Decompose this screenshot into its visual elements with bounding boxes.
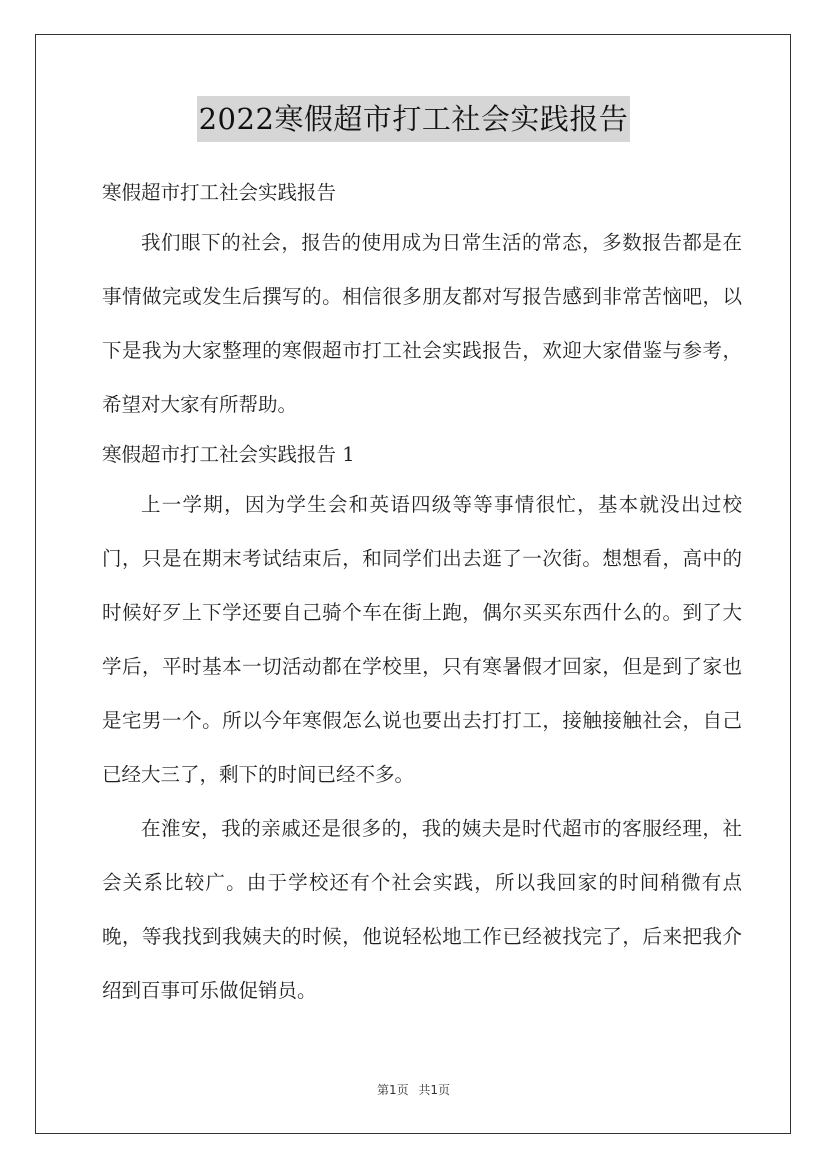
page-total: 共1页 bbox=[418, 1083, 451, 1097]
title-container bbox=[0, 96, 827, 142]
page-footer bbox=[0, 1080, 827, 1100]
section-heading: 寒假超市打工社会实践报告 1 bbox=[102, 443, 355, 466]
body-paragraph: 在淮安，我的亲戚还是很多的，我的姨夫是时代超市的客服经理，社会关系比较广。由于学校还有个社会实践，所以我回家的时间稍微有点晚，等我找到我姨夫的时候，他说轻松地工作已经被找完了，后来把我介绍到百事可乐做促销员。 bbox=[102, 817, 742, 1002]
document-title: 2022寒假超市打工社会实践报告 bbox=[197, 96, 631, 142]
body-paragraph: 上一学期，因为学生会和英语四级等等事情很忙，基本就没出过校门，只是在期末考试结束后，和同学们出去逛了一次街。想想看，高中的时候好歹上下学还要自己骑个车在街上跑，偶尔买买东西什么的。到了大学后，平时基本一切活动都在学校里，只有寒暑假才回家，但是到了家也是宅男一个。所以今年寒假怎么说也要出去打打工，接触接触社会，自己已经大三了，剩下的时间已经不多。 bbox=[102, 493, 742, 786]
intro-paragraph: 我们眼下的社会，报告的使用成为日常生活的常态，多数报告都是在事情做完或发生后撰写的。相信很多朋友都对写报告感到非常苦恼吧，以下是我为大家整理的寒假超市打工社会实践报告，欢迎大家借鉴与参考，希望对大家有所帮助。 bbox=[102, 231, 742, 416]
document-subtitle: 寒假超市打工社会实践报告 bbox=[102, 181, 337, 204]
page-number: 第1页 bbox=[376, 1083, 409, 1097]
document-body bbox=[102, 170, 742, 1018]
